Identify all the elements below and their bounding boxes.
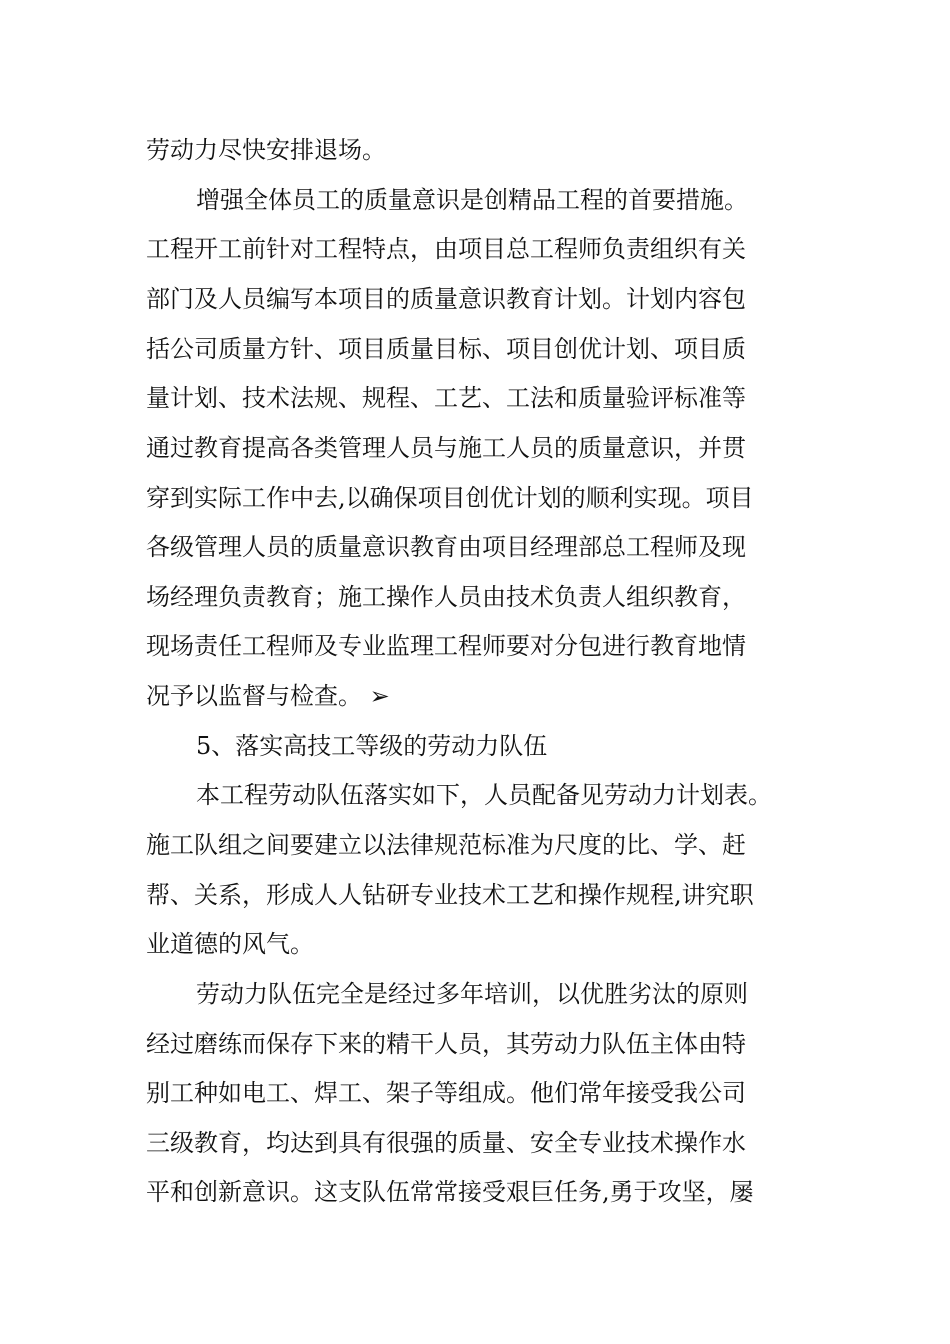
text-line: 帮、关系，形成人人钻研专业技术工艺和操作规程,讲究职 — [146, 881, 754, 909]
text-line: 劳动力尽快安排退场。 — [146, 136, 386, 164]
text-line: 平和创新意识。这支队伍常常接受艰巨任务,勇于攻坚，屡 — [146, 1178, 754, 1206]
text-line: 场经理负责教育；施工操作人员由技术负责人组织教育， — [146, 583, 746, 611]
text-line: 工程开工前针对工程特点，由项目总工程师负责组织有关 — [146, 235, 746, 263]
text-line: 通过教育提高各类管理人员与施工人员的质量意识，并贯 — [146, 434, 746, 462]
text-line: 穿到实际工作中去,以确保项目创优计划的顺利实现。项目 — [146, 484, 754, 512]
text-line: 现场责任工程师及专业监理工程师要对分包进行教育地情 — [146, 632, 746, 660]
text-line: 况予以监督与检查。 ➢ — [146, 682, 390, 710]
paragraph-first-line: 增强全体员工的质量意识是创精品工程的首要措施。 — [196, 186, 748, 214]
text-line: 各级管理人员的质量意识教育由项目经理部总工程师及现 — [146, 533, 746, 561]
text-line: 业道德的风气。 — [146, 930, 314, 958]
text-line: 三级教育，均达到具有很强的质量、安全专业技术操作水 — [146, 1129, 746, 1157]
text-line: 括公司质量方针、项目质量目标、项目创优计划、项目质 — [146, 335, 746, 363]
paragraph-first-line: 本工程劳动队伍落实如下，人员配备见劳动力计划表。 — [196, 781, 772, 809]
text-line: 别工种如电工、焊工、架子等组成。他们常年接受我公司 — [146, 1079, 746, 1107]
text-line: 施工队组之间要建立以法律规范标准为尺度的比、学、赶 — [146, 831, 746, 859]
section-heading: 5、落实高技工等级的劳动力队伍 — [196, 732, 548, 760]
text-line: 量计划、技术法规、规程、工艺、工法和质量验评标准等 — [146, 384, 746, 412]
text-line: 经过磨练而保存下来的精干人员，其劳动力队伍主体由特 — [146, 1030, 746, 1058]
paragraph-first-line: 劳动力队伍完全是经过多年培训，以优胜劣汰的原则 — [196, 980, 748, 1008]
text-line: 部门及人员编写本项目的质量意识教育计划。计划内容包 — [146, 285, 746, 313]
